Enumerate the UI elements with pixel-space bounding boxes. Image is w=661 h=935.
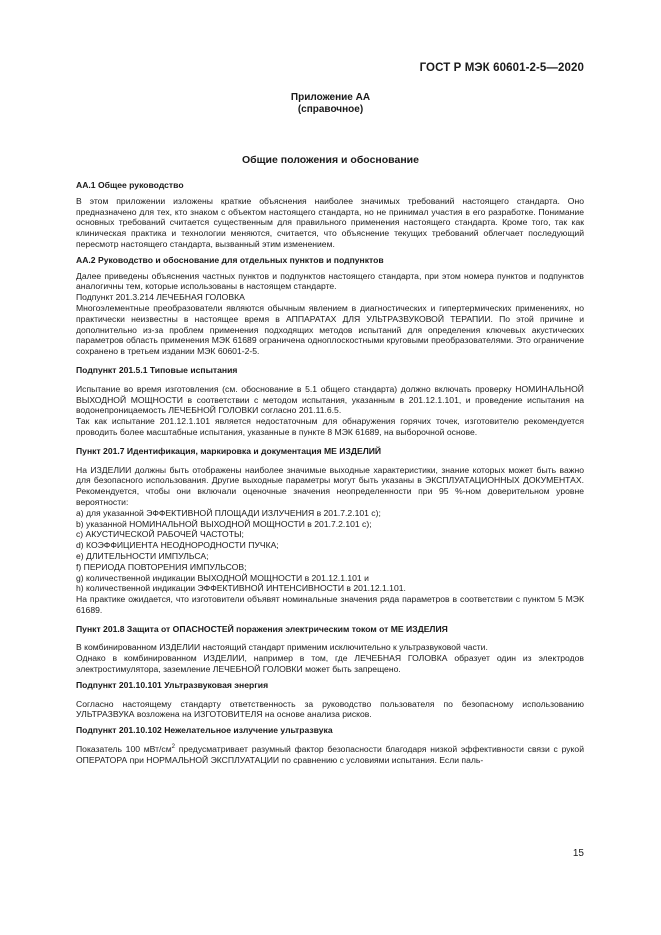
s2018-text-2: Однако в комбинированном ИЗДЕЛИИ, например в том, где ЛЕЧЕБНАЯ ГОЛОВКА образует один из электродов электростимулятора, заземление ЛЕЧЕБНОЙ ГОЛОВКИ может быть запрещено. (76, 653, 584, 675)
page-number: 15 (572, 848, 584, 859)
s2017-list (76, 508, 584, 594)
s20110102-text (76, 744, 584, 766)
aa2-subclause-text: Многоэлементные преобразователи являются обычным явлением в диагностических и гипертермических применениях, но практически неизвестны в настоящее время в АППАРАТАХ ДЛЯ УЛЬТРАЗВУКОВОЙ ТЕРАПИИ. По этой причине и дополнительно из-за проблем применения подходящих методов испытаний для определения ключевых акустических параметров область применения МЭК 61689 ограничена одноплоскостными круговыми преобразователями. Это ограничение сохранено в третьем издании МЭК 60601-2-5. (76, 302, 584, 357)
aa1-heading: АА.1 Общее руководство (76, 180, 184, 190)
section-title: Общие положения и обоснование (242, 154, 419, 166)
s20110101-heading: Подпункт 201.10.101 Ультразвуковая энергия (76, 679, 269, 690)
list-item: f) ПЕРИОДА ПОВТОРЕНИЯ ИМПУЛЬСОВ; (76, 561, 247, 572)
s2017-heading: Пункт 201.7 Идентификация, маркировка и документация МЕ ИЗДЕЛИЙ (76, 445, 382, 456)
aa2-heading: АА.2 Руководство и обоснование для отдельных пунктов и подпунктов (76, 254, 384, 265)
s2017-text: На ИЗДЕЛИИ должны быть отображены наиболее значимые выходные характеристики, знание которых может быть важно для безопасного использования. Другие выходные параметры могут быть указаны в ЭКСПЛУАТАЦИОННЫХ ДОКУМЕНТАХ. Рекомендуется, чтобы они включали оценочные значения неопределенности при 95 %-ном доверительном уровне вероятности: (76, 464, 584, 507)
list-item: a) для указанной ЭФФЕКТИВНОЙ ПЛОЩАДИ ИЗЛУЧЕНИЯ в 201.7.2.101 с); (76, 507, 381, 518)
s20110101-text: Согласно настоящему стандарту ответственность за руководство пользователя по безопасному использованию УЛЬТРАЗВУКА возложена на ИЗГОТОВИТЕЛЯ на основе анализа рисков. (76, 698, 584, 720)
list-item: g) количественной индикации ВЫХОДНОЙ МОЩНОСТИ в 201.12.1.101 и (76, 572, 369, 583)
s2015-heading: Подпункт 201.5.1 Типовые испытания (76, 364, 238, 375)
aa2-subclause-label: Подпункт 201.3.214 ЛЕЧЕБНАЯ ГОЛОВКА (76, 292, 245, 303)
superscript: 2 (171, 744, 175, 751)
list-item: c) АКУСТИЧЕСКОЙ РАБОЧЕЙ ЧАСТОТЫ; (76, 529, 244, 540)
aa2-text: Далее приведены объяснения частных пунктов и подпунктов настоящего стандарта, при этом номера пунктов и подпунктов аналогичны тем, которые использованы в настоящем стандарте. (76, 270, 584, 292)
aa1-text: В этом приложении изложены краткие объяснения наиболее значимых требований настоящего стандарта. Оно предназначено для тех, кто знаком с объектом настоящего стандарта, но не принимал участия в его разработке. Понимание основных требований считается существенным для правильного применения настоящего стандарта. Кроме того, так как клиническая практика и технологии меняются, считается, что объяснение текущих требований облегчает последующий пересмотр настоящего стандарта, вызванный этим изменением. (76, 195, 584, 249)
s2015-text-1: Испытание во время изготовления (см. обоснование в 5.1 общего стандарта) должно включать проверку НОМИНАЛЬНОЙ ВЫХОДНОЙ МОЩНОСТИ в соответствии с методом испытания, указанным в 201.12.1.101, и проведение испытания на водонепроницаемость ЛЕЧЕБНОЙ ГОЛОВКИ согласно 201.11.6.5. (76, 383, 584, 416)
s2018-text-1: В комбинированном ИЗДЕЛИИ настоящий стандарт применим исключительно к ультразвуковой части. (76, 642, 488, 653)
list-item: b) указанной НОМИНАЛЬНОЙ ВЫХОДНОЙ МОЩНОСТИ в 201.7.2.101 с); (76, 518, 372, 529)
s20110102-heading: Подпункт 201.10.102 Нежелательное излучение ультразвука (76, 725, 333, 736)
s2018-heading: Пункт 201.8 Защита от ОПАСНОСТЕЙ поражения электрическим током от МЕ ИЗДЕЛИЯ (76, 623, 448, 634)
list-item: d) КОЭФФИЦИЕНТА НЕОДНОРОДНОСТИ ПУЧКА; (76, 540, 279, 551)
appendix-heading (0, 92, 661, 116)
s20110102-text-b: предусматривает разумный фактор безопасности благодаря низкой эффективности связи с рукой ОПЕРАТОРА при НОРМАЛЬНОЙ ЭКСПЛУАТАЦИИ по сравнению с условиями испытания. Если паль- (76, 744, 584, 765)
appendix-title: Приложение АА (290, 92, 371, 103)
s2017-text-after: На практике ожидается, что изготовители объявят номинальные значения ряда параметров в соответствии с пунктом 5 МЭК 61689. (76, 594, 584, 615)
document-body (76, 180, 584, 766)
s20110102-text-a: Показатель 100 мВт/см (76, 744, 172, 755)
list-item: e) ДЛИТЕЛЬНОСТИ ИМПУЛЬСА; (76, 550, 209, 561)
list-item: h) количественной индикации ЭФФЕКТИВНОЙ ИНТЕНСИВНОСТИ в 201.12.1.101. (76, 583, 406, 594)
standard-code: ГОСТ Р МЭК 60601-2-5—2020 (419, 62, 584, 74)
appendix-subtitle: (справочное) (297, 104, 364, 115)
s2015-text-2: Так как испытание 201.12.1.101 является недостаточным для обнаружения горячих точек, изготовителю рекомендуется проводить более масштабные испытания, указанные в пункте 8 МЭК 61689, на выборочной основе. (76, 416, 584, 437)
